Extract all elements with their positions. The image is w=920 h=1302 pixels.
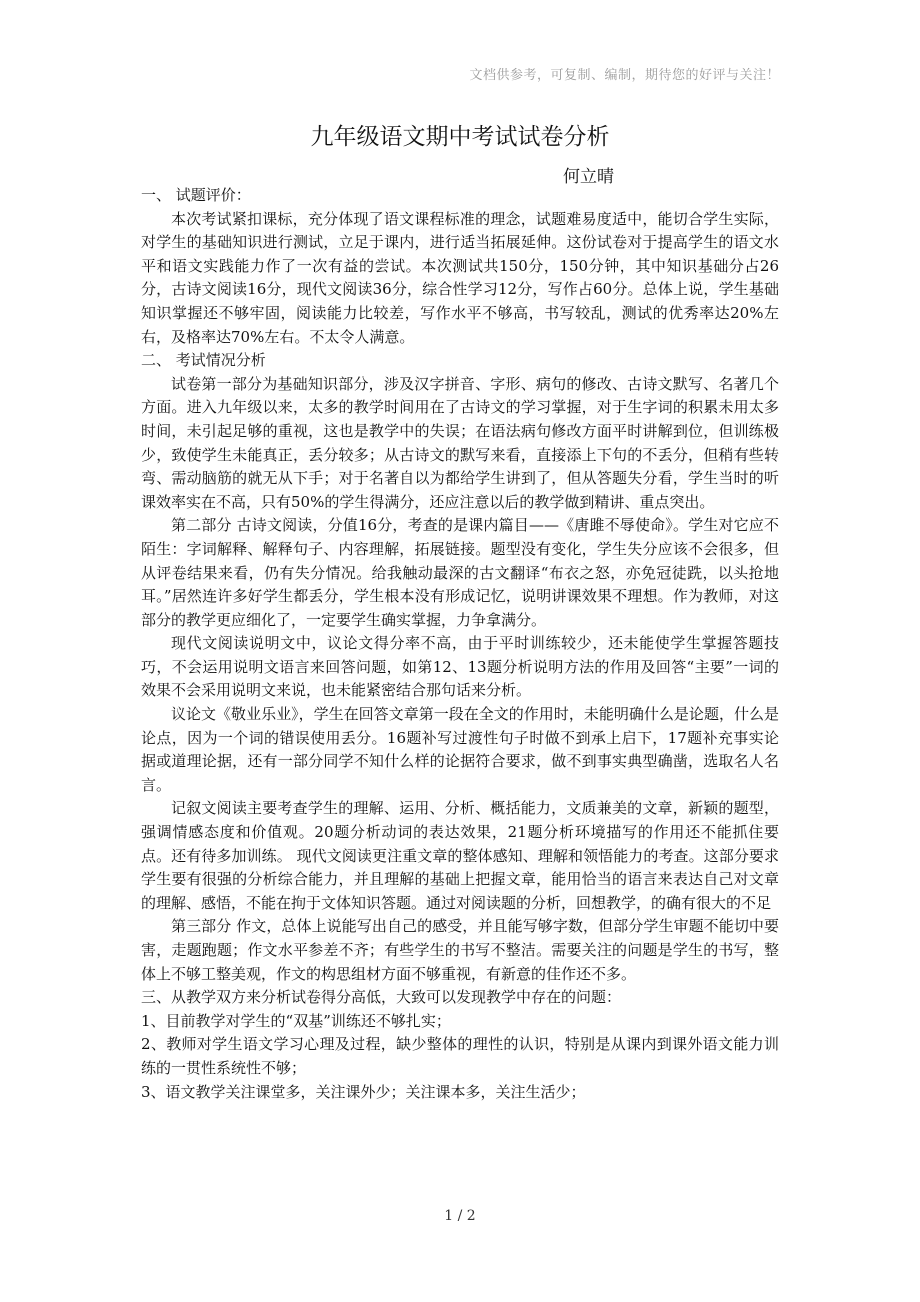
list-item: 3、语文教学关注课堂多，关注课外少；关注课本多，关注生活少； xyxy=(141,1082,586,1101)
section-heading-1: 一、 试题评价： xyxy=(141,186,251,204)
paragraph: 第三部分 作文，总体上说能写出自己的感受，并且能写够字数，但部分学生审题不能切中要害，走题跑题；作文水平参差不齐；有些学生的书写不整洁。需要关注的问题是学生的书写，整体上不够工整美观，作文的构思组材方面不够重视，有新意的佳作还不多。 xyxy=(141,917,779,983)
list-item: 1、目前教学对学生的“双基”训练还不够扎实； xyxy=(141,1011,451,1030)
paragraph: 现代文阅读说明文中，议论文得分率不高，由于平时训练较少，还未能使学生掌握答题技巧，不会运用说明文语言来回答问题，如第12、13题分析说明方法的作用及回答“主要”一词的效果不会采用说明文来说，也未能紧密结合那句话来分析。 xyxy=(141,634,779,700)
page-number: 1 / 2 xyxy=(444,1208,476,1224)
document-author: 何立晴 xyxy=(563,167,614,187)
section-heading-2: 二、 考试情况分析 xyxy=(141,351,266,370)
document-title: 九年级语文期中考试试卷分析 xyxy=(310,124,610,150)
paragraph: 试卷第一部分为基础知识部分，涉及汉字拼音、字形、病句的修改、古诗文默写、名著几个方面。进入九年级以来，太多的教学时间用在了古诗文的学习掌握，对于生字词的积累未用太多时间，未引起足够的重视，这也是教学中的失误；在语法病句修改方面平时讲解到位，但训练极少，致使学生未能真正，丢分较多；从古诗文的默写来看，直接添上下句的不丢分，但稍有些转弯、需动脑筋的就无从下手；对于名著自以为都给学生讲到了，但从答题失分看，学生当时的听课效率实在不高，只有50%的学生得满分，还应注意以后的教学做到精讲、重点突出。 xyxy=(141,374,779,511)
paragraph: 本次考试紧扣课标，充分体现了语文课程标准的理念，试题难易度适中，能切合学生实际，对学生的基础知识进行测试，立足于课内，进行适当拓展延伸。这份试卷对于提高学生的语文水平和语文实践能力作了一次有益的尝试。本次测试共150分，150分钟，其中知识基础分占26分，古诗文阅读16分，现代文阅读36分，综合性学习12分，写作占60分。总体上说，学生基础知识掌握还不够牢固，阅读能力比较差，写作水平不够高，书写较乱，测试的优秀率达20%左右，及格率达70%左右。不太令人满意。 xyxy=(141,209,779,346)
paragraph: 记叙文阅读主要考查学生的理解、运用、分析、概括能力，文质兼美的文章，新颖的题型，强调情感态度和价值观。20题分析动词的表达效果，21题分析环境描写的作用还不能抓住要点。还有待多加训练。 现代文阅读更注重文章的整体感知、理解和领悟能力的考查。这部分要求学生要有很强的分析综合能力，并且理解的基础上把握文章，能用恰当的语言来表达自己对文章的理解、感悟，不能在拘于文体知识答题。通过对阅读题的分析，回想教学，的确有很大的不足 xyxy=(141,799,779,912)
document-body xyxy=(141,184,779,1104)
header-note: 文档供参考，可复制、编制，期待您的好评与关注！ xyxy=(469,68,780,83)
section-heading-3: 三、从教学双方来分析试卷得分高低，大致可以发现教学中存在的问题： xyxy=(141,988,622,1007)
list-item: 2、教师对学生语文学习心理及过程，缺少整体的理性的认识，特别是从课内到课外语文能力训练的一贯性系统性不够； xyxy=(141,1035,779,1077)
paragraph: 议论文《敬业乐业》，学生在回答文章第一段在全文的作用时，未能明确什么是论题，什么是论点，因为一个词的错误使用丢分。16题补写过渡性句子时做不到承上启下，17题补充事实论据或道理论据，还有一部分同学不知什么样的论据符合要求，做不到事实典型确凿，选取名人名言。 xyxy=(141,705,779,794)
paragraph: 第二部分 古诗文阅读，分值16分，考查的是课内篇目——《唐雎不辱使命》。学生对它应不陌生：字词解释、解释句子、内容理解，拓展链接。题型没有变化，学生失分应该不会很多，但从评卷结果来看，仍有失分情况。给我触动最深的古文翻译“布衣之怒，亦免冠徒跣，以头抢地耳。”居然连许多好学生都丢分，学生根本没有形成记忆，说明讲课效果不理想。作为教师，对这部分的教学更应细化了，一定要学生确实掌握，力争拿满分。 xyxy=(141,516,779,629)
